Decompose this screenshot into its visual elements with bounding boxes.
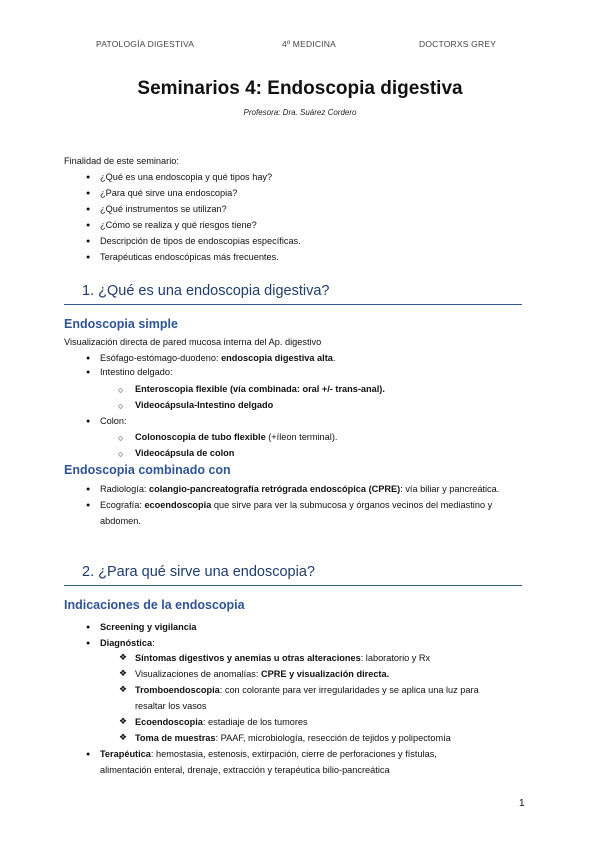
list-item-intestino: Intestino delgado: [100,367,173,377]
list-item-sintomas: Síntomas digestivos y anemias u otras alteraciones: laboratorio y Rx [135,653,431,663]
diamond-bullet-icon: ❖ [119,652,128,662]
bullet-icon: ● [86,190,91,197]
header-course: PATOLOGÍA DIGESTIVA [96,39,195,49]
list-item-colonoscopia: Colonoscopia de tubo flexible (+íleon terminal). [135,432,338,442]
list-item-videocapsula-colon: Videocápsula de colon [135,448,235,458]
list-item-diagnostica: Diagnóstica: [100,638,155,648]
bullet-icon: ● [86,238,91,245]
list-item: ¿Cómo se realiza y qué riesgos tiene? [100,220,257,230]
bullet-icon: ● [86,355,91,362]
bullet-icon: ● [86,254,91,261]
list-item-enteroscopia: Enteroscopia flexible (vía combinada: oral +/- trans-anal). [135,384,385,394]
section-2-heading: 2. ¿Para qué sirve una endoscopia? [82,564,315,580]
diamond-bullet-icon: ❖ [119,716,128,726]
list-item-tromboendoscopia: Tromboendoscopia: con colorante para ver irregularidades y se aplica una luz para [135,685,479,695]
document-subtitle: Profesora: Dra. Suárez Cordero [243,108,357,117]
indications-heading: Indicaciones de la endoscopia [64,598,245,612]
section-2-rule [64,585,522,586]
bullet-icon: ● [86,502,91,509]
list-item-ecografia-cont: abdomen. [100,516,141,526]
bullet-icon: ● [86,222,91,229]
bullet-icon: ● [86,640,91,647]
list-item: ¿Qué instrumentos se utilizan? [100,204,227,214]
header-author: DOCTORXS GREY [419,39,497,49]
page-header [0,39,600,51]
simple-intro: Visualización directa de pared mucosa interna del Ap. digestivo [64,337,322,347]
list-item: ¿Para qué sirve una endoscopia? [100,188,238,198]
circle-bullet-icon: ○ [118,401,124,411]
bullet-icon: ● [86,486,91,493]
diamond-bullet-icon: ❖ [119,732,128,742]
list-item-tromboendoscopia-cont: resaltar los vasos [135,701,207,711]
document-title: Seminarios 4: Endoscopia digestiva [137,78,463,99]
header-year: 4º MEDICINA [282,39,336,49]
list-item-radiologia: Radiología: colangio-pancreatografía retrógrada endoscópica (CPRE): vía biliar y pancreática. [100,484,500,494]
list-item-terapeutica: Terapéutica: hemostasia, estenosis, extirpación, cierre de perforaciones y fístulas, [100,749,437,759]
list-item-visualizaciones: Visualizaciones de anomalías: CPRE y visualización directa. [135,669,390,679]
section-1-heading: 1. ¿Qué es una endoscopia digestiva? [82,283,330,299]
bullet-icon: ● [86,418,91,425]
list-item: Terapéuticas endoscópicas más frecuentes. [100,252,279,262]
simple-heading: Endoscopia simple [64,317,178,331]
bullet-icon: ● [86,624,91,631]
list-item-ecografia: Ecografía: ecoendoscopia que sirve para ver la submucosa y órganos vecinos del mediastino y [100,500,493,510]
circle-bullet-icon: ○ [118,385,124,395]
diamond-bullet-icon: ❖ [119,684,128,694]
combined-heading: Endoscopia combinado con [64,463,231,477]
diamond-bullet-icon: ❖ [119,668,128,678]
section-1-rule [64,304,522,305]
bullet-icon: ● [86,751,91,758]
circle-bullet-icon: ○ [118,433,124,443]
bullet-icon: ● [86,206,91,213]
purpose-label: Finalidad de este seminario: [64,156,179,166]
list-item-eso: Esófago-estómago-duodeno: endoscopia digestiva alta. [100,353,336,363]
circle-bullet-icon: ○ [118,449,124,459]
page-number: 1 [519,798,525,809]
list-item-terapeutica-cont: alimentación enteral, drenaje, extracción y terapéutica bilio-pancreática [100,765,390,775]
list-item-ecoendoscopia: Ecoendoscopia: estadiaje de los tumores [135,717,308,727]
list-item: Descripción de tipos de endoscopias específicas. [100,236,301,246]
bullet-icon: ● [86,369,91,376]
list-item: ¿Qué es una endoscopia y qué tipos hay? [100,172,273,182]
list-item-screening: Screening y vigilancia [100,622,197,632]
list-item-videocapsula-id: Videocápsula-Intestino delgado [135,400,274,410]
bullet-icon: ● [86,174,91,181]
list-item-colon: Colon: [100,416,127,426]
list-item-toma-muestras: Toma de muestras: PAAF, microbiología, resección de tejidos y polipectomía [135,733,451,743]
